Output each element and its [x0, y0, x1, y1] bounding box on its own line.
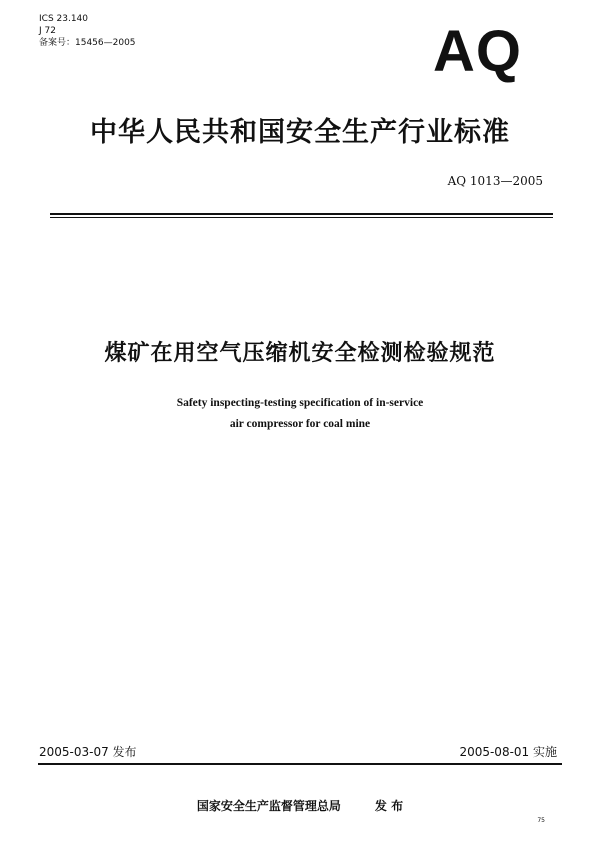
header-divider-thin — [50, 217, 553, 218]
effective-date: 2005-08-01 实施 — [459, 745, 557, 759]
document-title-zh: 煤矿在用空气压缩机安全检测检验规范 — [104, 341, 496, 366]
issuer-action: 发 布 — [374, 799, 404, 813]
standard-code: AQ 1013—2005 — [447, 174, 543, 188]
issuer-name: 国家安全生产监督管理总局 — [196, 799, 341, 813]
record-number: 备案号：15456—2005 — [39, 38, 136, 48]
header-divider — [50, 213, 553, 215]
footer-divider — [38, 763, 562, 765]
issue-date: 2005-03-07 发布 — [39, 745, 137, 759]
issuer-line — [0, 797, 600, 814]
classification-block — [39, 13, 136, 49]
title-en-line1: Safety inspecting-testing specification of in-service — [176, 397, 424, 409]
title-en-line2: air compressor for coal mine — [229, 418, 371, 430]
ics-code: ICS 23.140 — [39, 14, 89, 24]
page-number: 75 — [537, 817, 545, 824]
org-title: 中华人民共和国安全生产行业标准 — [90, 117, 510, 148]
aq-logo: AQ — [433, 19, 522, 84]
document-title-en — [0, 393, 600, 435]
class-code: J 72 — [39, 26, 56, 36]
